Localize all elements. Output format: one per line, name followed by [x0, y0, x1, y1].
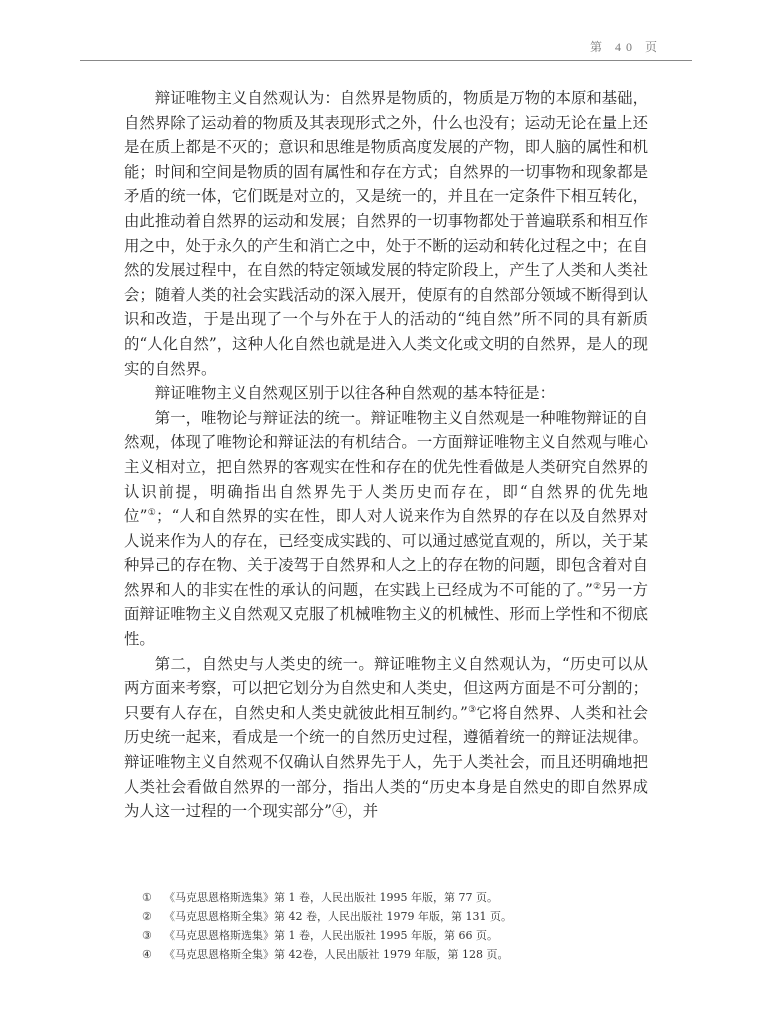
- footnote-ref: ①: [147, 507, 157, 518]
- page-number: 第 40 页: [589, 40, 662, 54]
- paragraph: [124, 381, 648, 406]
- footnote-mark: ①: [142, 891, 152, 904]
- footnote-text: 《马克思恩格斯选集》第 1 卷，人民出版社 1995 年版，第 77 页。: [164, 891, 498, 904]
- footnotes: [142, 888, 602, 964]
- body-text: [124, 86, 648, 824]
- paragraph-text: 辩证唯物主义自然观认为：自然界是物质的，物质是万物的本原和基础，自然界除了运动着的物质及其表现形式之外，什么也没有；运动无论在量上还是在质上都是不灭的；意识和思维是物质高度发展的产物，即人脑的属性和机能；时间和空间是物质的固有属性和存在方式；自然界的一切事物和现象都是矛盾的统一体，它们既是对立的，又是统一的，并且在一定条件下相互转化，由此推动着自然界的运动和发展；自然界的一切事物都处于普遍联系和相互作用之中，处于永久的产生和消亡之中，处于不断的运动和转化过程之中；在自然的发展过程中，在自然的特定领域发展的特定阶段上，产生了人类和人类社会；随着人类的社会实践活动的深入展开，使原有的自然部分领域不断得到认识和改造，于是出现了一个与外在于人的活动的“纯自然”所不同的具有新质的“人化自然”，这种人化自然也就是进入人类文化或文明的自然界，是人的现实的自然界。: [124, 89, 648, 378]
- footnote-mark: ③: [142, 929, 152, 942]
- footnote-text: 《马克思恩格斯全集》第 42 卷，人民出版社 1979 年版，第 131 页。: [164, 910, 512, 923]
- footnote-ref: ②: [592, 581, 602, 592]
- paragraph-text: 第二，自然史与人类史的统一。辩证唯物主义自然观认为，“历史可以从两方面来考察，可以把它划分为自然史和人类史，但这两方面是不可分割的；只要有人存在，自然史和人类史就彼此相互制约。”: [124, 654, 648, 722]
- paragraph-text: ；“人和自然界的实在性，即人对人说来作为自然界的存在以及自然界对人说来作为人的存在，已经变成实践的、可以通过感觉直观的，所以，关于某种异己的存在物、关于凌驾于自然界和人之上的存在物的问题，即包含着对自然界和人的非实在性的承认的问题，在实践上已经成为不可能的了。”: [124, 507, 648, 599]
- paragraph-text: 第一，唯物论与辩证法的统一。辩证唯物主义自然观是一种唯物辩证的自然观，体现了唯物论和辩证法的有机结合。一方面辩证唯物主义自然观与唯心主义相对立，把自然界的客观实在性和存在的优先性看做是人类研究自然界的认识前提，明确指出自然界先于人类历史而存在，即“自然界的优先地位”: [124, 408, 648, 526]
- paragraph-text: 它将自然界、人类和社会历史统一起来，看成是一个统一的自然历史过程，遵循着统一的辩证法规律。辩证唯物主义自然观不仅确认自然界先于人，先于人类社会，而且还明确地把人类社会看做自然界的一部分，指出人类的“历史本身是自然史的即自然界成为人这一过程的一个现实部分”④，并: [124, 703, 648, 821]
- footnote-mark: ②: [142, 910, 152, 923]
- paragraph: [124, 652, 648, 824]
- header-rule: [80, 60, 692, 61]
- footnote-mark: ④: [142, 948, 152, 961]
- footnote-text: 《马克思恩格斯全集》第 42卷，人民出版社 1979 年版，第 128 页。: [164, 948, 509, 961]
- footnote: [142, 945, 602, 964]
- footnote: [142, 888, 602, 907]
- paragraph-text: 另一方面辩证唯物主义自然观又克服了机械唯物主义的机械性、形而上学性和不彻底性。: [124, 580, 648, 649]
- footnote-ref: ③: [467, 704, 477, 715]
- footnote-text: 《马克思恩格斯选集》第 1 卷，人民出版社 1995 年版，第 66 页。: [164, 929, 498, 942]
- paragraph: [124, 406, 648, 652]
- paragraph-text: 辩证唯物主义自然观区别于以往各种自然观的基本特征是：: [154, 384, 555, 403]
- paragraph: [124, 86, 648, 381]
- footnote: [142, 907, 602, 926]
- footnote: [142, 926, 602, 945]
